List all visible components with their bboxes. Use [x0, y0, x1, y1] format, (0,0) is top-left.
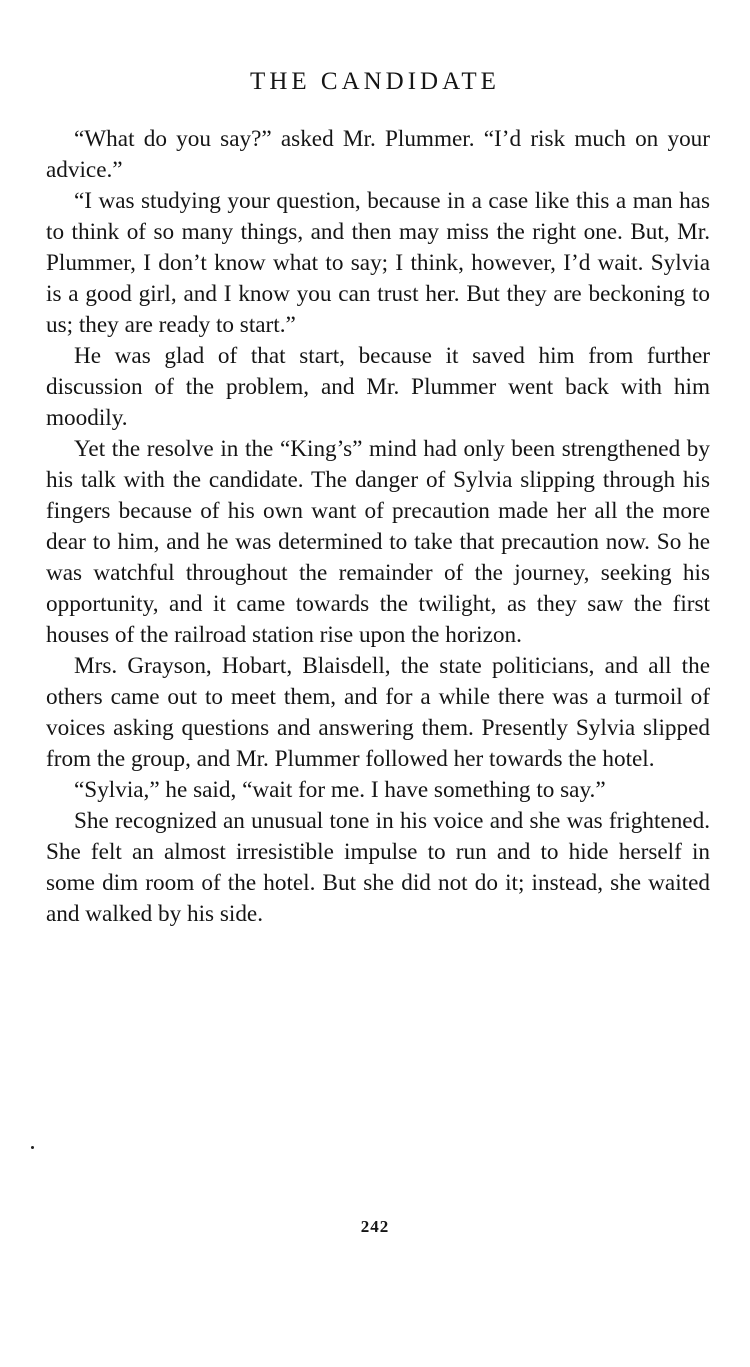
paragraph-5: Mrs. Grayson, Hobart, Blaisdell, the state politicians, and all the others came out to meet them, and for a while there was a turmoil of voices asking questions and answering them. Presently Sylvia slipped from the group, and Mr. Plummer followed her towards the hotel.: [46, 653, 710, 772]
paragraph-7: She recognized an unusual tone in his voice and she was frightened. She felt an almost irresistible impulse to run and to hide herself in some dim room of the hotel. But she did not do it; instead, she waited and walked by his side.: [46, 808, 710, 927]
paragraph-4: Yet the resolve in the “King’s” mind had only been strengthened by his talk with the candidate. The danger of Sylvia slipping through his fingers because of his own want of precaution made her all the more dear to him, and he was determined to take that precaution now. So he was watchful throughout the remainder of the journey, seeking his opportunity, and it came towards the twilight, as they saw the first houses of the railroad station rise upon the horizon.: [46, 436, 710, 648]
page-number: 242: [360, 1217, 390, 1236]
paragraph-1: “What do you say?” asked Mr. Plummer. “I’d risk much on your advice.”: [46, 126, 710, 183]
print-speck: [31, 1146, 34, 1149]
paragraph-2: “I was studying your question, because in a case like this a man has to think of so many things, and then may miss the right one. But, Mr. Plummer, I don’t know what to say; I think, however, I’d wait. Sylvia is a good girl, and I know you can trust her. But they are beckoning to us; they are ready to start.”: [46, 188, 710, 338]
paragraph-3: He was glad of that start, because it saved him from further discussion of the problem, and Mr. Plummer went back with him moodily.: [46, 343, 710, 431]
running-head: THE CANDIDATE: [250, 68, 500, 95]
body-text: [46, 124, 710, 930]
paragraph-6: “Sylvia,” he said, “wait for me. I have something to say.”: [74, 777, 606, 803]
